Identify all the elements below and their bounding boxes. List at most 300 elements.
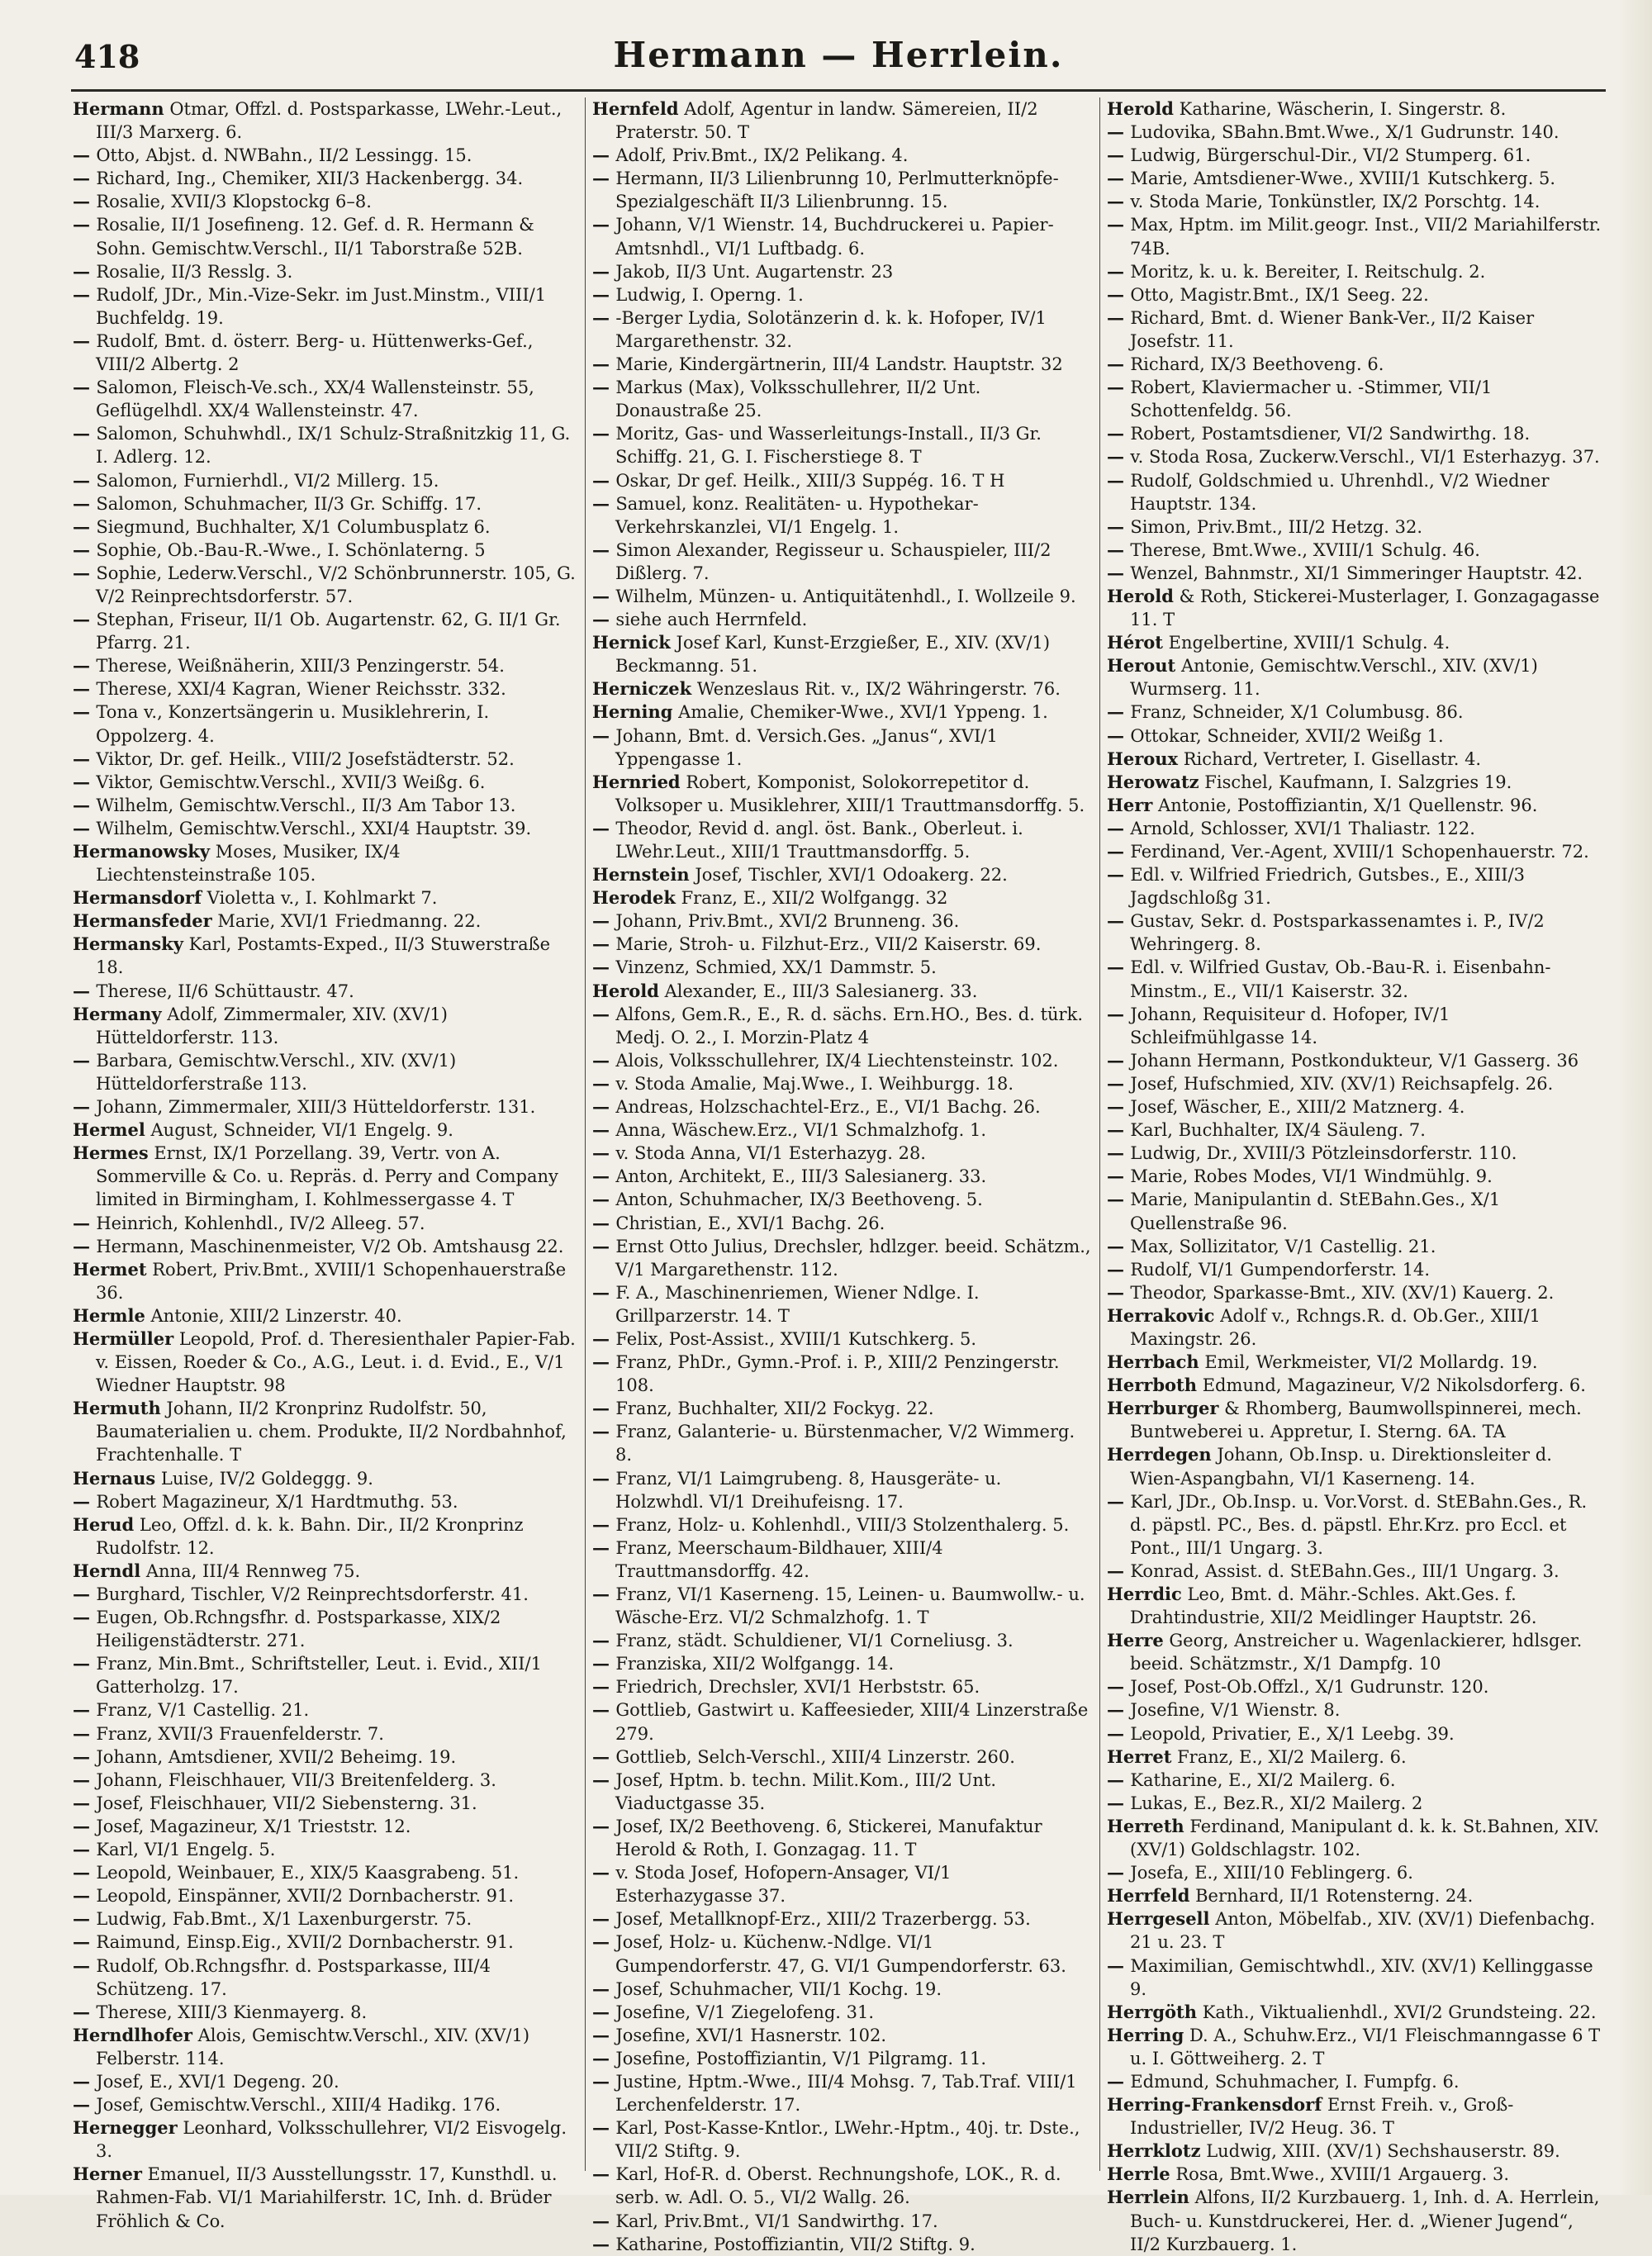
continuation-dash: — bbox=[73, 2070, 97, 2092]
entry-text: Franz, V/1 Castellig. 21. bbox=[96, 1700, 310, 1721]
entry-text: Hermann, II/3 Lilienbrunng 10, Perlmutterknöpfe-Spezialgeschäft II/3 Lilienbrunng. 15. bbox=[615, 169, 1059, 212]
directory-entry bbox=[1107, 1258, 1607, 1281]
directory-entry bbox=[73, 701, 578, 747]
entry-text: Josef, Wäscher, E., XIII/2 Matznerg. 4. bbox=[1130, 1097, 1465, 1118]
continuation-dash: — bbox=[592, 306, 616, 328]
directory-entry bbox=[592, 701, 1093, 724]
entry-text: Josefine, XVI/1 Hasnerstr. 102. bbox=[615, 2025, 887, 2045]
directory-entry bbox=[592, 97, 1093, 144]
directory-entry bbox=[73, 2116, 578, 2163]
entry-text: Fischel, Kaufmann, I. Salzgries 19. bbox=[1204, 772, 1512, 792]
surname: Herre bbox=[1107, 1630, 1164, 1651]
directory-entry bbox=[592, 1467, 1093, 1513]
continuation-dash: — bbox=[1107, 1792, 1131, 1813]
surname: Hermüller bbox=[73, 1327, 174, 1349]
continuation-dash: — bbox=[1107, 1954, 1131, 1976]
surname: Hermansfeder bbox=[73, 910, 212, 932]
page-header bbox=[74, 35, 1602, 88]
directory-entry bbox=[1107, 2024, 1607, 2070]
directory-entry bbox=[73, 677, 578, 701]
continuation-dash: — bbox=[73, 748, 97, 769]
continuation-dash: — bbox=[592, 1676, 616, 1698]
directory-entry bbox=[592, 1769, 1093, 1815]
entry-text: Marie, Amtsdiener-Wwe., XVIII/1 Kutschkerg. 5. bbox=[1130, 169, 1556, 189]
entry-text: Max, Sollizitator, V/1 Castellig. 21. bbox=[1130, 1236, 1436, 1256]
entry-text: Wilhelm, Münzen- u. Antiquitätenhdl., I. Wollzeile 9. bbox=[615, 586, 1076, 606]
entry-text: Simon Alexander, Regisseur u. Schauspieler, III/2 Dißlerg. 7. bbox=[615, 539, 1051, 583]
directory-entry bbox=[592, 1327, 1093, 1351]
surname: Herrdegen bbox=[1107, 1444, 1212, 1465]
entry-text: Friedrich, Drechsler, XVI/1 Herbststr. 65. bbox=[615, 1677, 980, 1698]
continuation-dash: — bbox=[1107, 1676, 1131, 1698]
directory-entry bbox=[592, 2024, 1093, 2047]
continuation-dash: — bbox=[592, 2047, 616, 2068]
directory-entry bbox=[73, 213, 578, 259]
continuation-dash: — bbox=[1107, 1072, 1131, 1094]
continuation-dash: — bbox=[1107, 515, 1131, 537]
entry-text: Ferdinand, Ver.-Agent, XVIII/1 Schopenhauerstr. 72. bbox=[1130, 842, 1589, 862]
directory-entry bbox=[592, 933, 1093, 956]
directory-entry bbox=[73, 283, 578, 330]
entry-text: Katharine, Wäscherin, I. Singerstr. 8. bbox=[1179, 99, 1507, 119]
continuation-dash: — bbox=[1107, 910, 1131, 932]
entry-text: Vinzenz, Schmied, XX/1 Dammstr. 5. bbox=[615, 957, 937, 978]
directory-entry bbox=[1107, 1954, 1607, 2001]
directory-entry bbox=[1107, 1675, 1607, 1698]
directory-entry bbox=[1107, 2163, 1607, 2186]
continuation-dash: — bbox=[1107, 1189, 1131, 1210]
continuation-dash: — bbox=[592, 2233, 616, 2254]
directory-entry bbox=[1107, 515, 1607, 539]
continuation-dash: — bbox=[1107, 864, 1131, 886]
entry-text: Adolf v., Rchngs.R. d. Ob.Ger., XIII/1 Maxingstr. 26. bbox=[1130, 1305, 1541, 1349]
continuation-dash: — bbox=[592, 1421, 616, 1442]
continuation-dash: — bbox=[73, 1745, 97, 1767]
surname: Herrgesell bbox=[1107, 1908, 1210, 1930]
directory-entry bbox=[592, 213, 1093, 259]
directory-entry bbox=[1107, 1722, 1607, 1745]
directory-entry bbox=[73, 886, 578, 910]
continuation-dash: — bbox=[73, 191, 97, 212]
entry-text: Johann, Zimmermaler, XIII/3 Hütteldorferstr. 131. bbox=[96, 1097, 536, 1118]
surname: Hernstein bbox=[592, 864, 690, 886]
entry-text: Robert, Postamtsdiener, VI/2 Sandwirthg. 18. bbox=[1130, 424, 1531, 444]
directory-entry bbox=[592, 353, 1093, 376]
directory-entry bbox=[1107, 190, 1607, 213]
entry-text: Karl, Hof-R. d. Oberst. Rechnungshofe, LOK., R. d. serb. w. Adl. O. 5., VI/2 Wallg. 26. bbox=[615, 2164, 1061, 2208]
entry-text: Josefine, Postoffiziantin, V/1 Pilgramg. 11. bbox=[615, 2048, 987, 2068]
entry-text: Barbara, Gemischtw.Verschl., XIV. (XV/1) Hütteldorferstraße 113. bbox=[96, 1050, 457, 1094]
entry-text: Antonie, XIII/2 Linzerstr. 40. bbox=[150, 1305, 402, 1326]
continuation-dash: — bbox=[1107, 354, 1131, 375]
page-number: 418 bbox=[74, 38, 140, 75]
entry-text: Lukas, E., Bez.R., XI/2 Mailerg. 2 bbox=[1130, 1793, 1423, 1813]
entry-text: Markus (Max), Volksschullehrer, II/2 Unt. Donaustraße 25. bbox=[615, 378, 981, 421]
entry-text: Viktor, Gemischtw.Verschl., XVII/3 Weißg. 6. bbox=[96, 772, 486, 792]
entry-text: Samuel, konz. Realitäten- u. Hypothekar-Verkehrskanzlei, VI/1 Engelg. 1. bbox=[615, 493, 979, 537]
continuation-dash: — bbox=[1107, 539, 1131, 560]
surname: Herring bbox=[1107, 2024, 1184, 2045]
entry-text: Ludwig, Bürgerschul-Dir., VI/2 Stumperg. 61. bbox=[1130, 145, 1531, 166]
directory-entry bbox=[73, 1049, 578, 1095]
directory-entry bbox=[73, 1304, 578, 1327]
directory-entry bbox=[73, 1769, 578, 1792]
entry-text: Sophie, Lederw.Verschl., V/2 Schönbrunnerstr. 105, G. V/2 Reinprechtsdorferstr. 57. bbox=[96, 563, 576, 606]
entry-text: Wilhelm, Gemischtw.Verschl., XXI/4 Hauptstr. 39. bbox=[96, 818, 532, 838]
continuation-dash: — bbox=[73, 817, 97, 838]
entry-text: Franz, VI/1 Laimgrubeng. 8, Hausgeräte- u. Holzwhdl. VI/1 Dreihufeisng. 17. bbox=[615, 1468, 1002, 1512]
continuation-dash: — bbox=[592, 609, 616, 630]
entry-text: Franz, E., XII/2 Wolfgangg. 32 bbox=[681, 888, 948, 909]
entry-text: Therese, XIII/3 Kienmayerg. 8. bbox=[96, 2002, 368, 2022]
directory-entry bbox=[73, 794, 578, 817]
directory-entry bbox=[73, 167, 578, 190]
directory-entry bbox=[1107, 654, 1607, 701]
directory-entry bbox=[1107, 956, 1607, 1002]
continuation-dash: — bbox=[592, 1745, 616, 1767]
directory-entry bbox=[592, 306, 1093, 353]
directory-entry bbox=[592, 817, 1093, 863]
entry-text: Anna, III/4 Rennweg 75. bbox=[145, 1560, 361, 1581]
directory-columns bbox=[71, 97, 1614, 2254]
entry-text: Josefa, E., XIII/10 Feblingerg. 6. bbox=[1130, 1863, 1413, 1883]
continuation-dash: — bbox=[1107, 1699, 1131, 1721]
entry-text: Richard, IX/3 Beethoveng. 6. bbox=[1130, 354, 1384, 375]
continuation-dash: — bbox=[1107, 701, 1131, 723]
directory-entry bbox=[592, 1861, 1093, 1907]
entry-text: Otto, Magistr.Bmt., IX/1 Seeg. 22. bbox=[1130, 284, 1429, 305]
entry-text: Kath., Viktualienhdl., XVI/2 Grundsteing. 22. bbox=[1202, 2002, 1597, 2022]
continuation-dash: — bbox=[1107, 191, 1131, 212]
directory-entry bbox=[73, 2001, 578, 2024]
entry-text: Marie, Robes Modes, VI/1 Windmühlg. 9. bbox=[1130, 1166, 1493, 1187]
continuation-dash: — bbox=[73, 469, 97, 491]
entry-text: Simon, Priv.Bmt., III/2 Hetzg. 32. bbox=[1130, 516, 1423, 537]
directory-entry bbox=[73, 1745, 578, 1769]
directory-entry bbox=[1107, 1374, 1607, 1397]
directory-entry bbox=[1107, 1815, 1607, 1861]
continuation-dash: — bbox=[592, 283, 616, 305]
column-2 bbox=[586, 97, 1099, 2254]
entry-text: Otto, Abjst. d. NWBahn., II/2 Lessingg. 15. bbox=[96, 145, 472, 166]
directory-entry bbox=[1107, 1281, 1607, 1304]
directory-entry bbox=[73, 771, 578, 794]
directory-entry bbox=[73, 1792, 578, 1815]
entry-text: Johann Hermann, Postkondukteur, V/1 Gasserg. 36 bbox=[1130, 1050, 1579, 1071]
entry-text: Karl, Buchhalter, IX/4 Säuleng. 7. bbox=[1130, 1120, 1426, 1141]
continuation-dash: — bbox=[592, 957, 616, 978]
directory-entry bbox=[73, 980, 578, 1003]
entry-text: Franz, XVII/3 Frauenfelderstr. 7. bbox=[96, 1723, 384, 1744]
directory-entry bbox=[73, 1698, 578, 1722]
directory-entry bbox=[1107, 1583, 1607, 1629]
directory-entry bbox=[73, 1258, 578, 1304]
continuation-dash: — bbox=[73, 1049, 97, 1071]
directory-entry bbox=[1107, 701, 1607, 724]
directory-entry bbox=[73, 910, 578, 933]
continuation-dash: — bbox=[592, 1398, 616, 1419]
directory-entry bbox=[1107, 771, 1607, 794]
entry-text: Engelbertine, XVIII/1 Schulg. 4. bbox=[1168, 633, 1450, 653]
continuation-dash: — bbox=[73, 2094, 97, 2116]
entry-text: Theodor, Revid d. angl. öst. Bank., Oberleut. i. LWehr.Leut., XIII/1 Trauttmansdorffg. 5. bbox=[615, 818, 1023, 862]
continuation-dash: — bbox=[592, 1584, 616, 1604]
surname: Herud bbox=[73, 1513, 135, 1535]
surname: Herrklotz bbox=[1107, 2140, 1201, 2162]
entry-text: Sophie, Ob.-Bau-R.-Wwe., I. Schönlaterng. 5 bbox=[96, 539, 486, 560]
directory-entry bbox=[592, 1095, 1093, 1119]
entry-text: Josef Karl, Kunst-Erzgießer, E., XIV. (XV/1) Beckmanng. 51. bbox=[615, 633, 1051, 677]
entry-text: Edmund, Schuhmacher, I. Fumpfg. 6. bbox=[1130, 2071, 1460, 2092]
entry-text: Rudolf, Goldschmied u. Uhrenhdl., V/2 Wiedner Hauptstr. 134. bbox=[1130, 470, 1550, 514]
surname: Herrfeld bbox=[1107, 1885, 1190, 1907]
entry-text: Josef, Magazineur, X/1 Trieststr. 12. bbox=[96, 1816, 411, 1836]
continuation-dash: — bbox=[1107, 957, 1131, 978]
entry-text: Marie, Manipulantin d. StEBahn.Ges., X/1 Quellenstraße 96. bbox=[1130, 1190, 1501, 1233]
continuation-dash: — bbox=[73, 701, 97, 723]
entry-text: Katharine, E., XI/2 Mailerg. 6. bbox=[1130, 1769, 1396, 1790]
entry-text: Rosalie, II/1 Josefineng. 12. Gef. d. R. Hermann & Sohn. Gemischtw.Verschl., II/1 Taborstraße 52B. bbox=[96, 215, 534, 259]
entry-text: Antonie, Postoffiziantin, X/1 Quellenstr. 96. bbox=[1158, 795, 1538, 815]
entry-text: Josef, E., XVI/1 Degeng. 20. bbox=[96, 2071, 339, 2092]
entry-text: Theodor, Sparkasse-Bmt., XIV. (XV/1) Kauerg. 2. bbox=[1130, 1282, 1555, 1303]
directory-entry bbox=[592, 1351, 1093, 1397]
entry-text: Maximilian, Gemischtwhdl., XIV. (XV/1) Kellinggasse 9. bbox=[1130, 1955, 1593, 1999]
entry-text: Ludovika, SBahn.Bmt.Wwe., X/1 Gudrunstr. 140. bbox=[1130, 122, 1559, 143]
entry-text: Franz, Min.Bmt., Schriftsteller, Leut. i. Evid., XII/1 Gatterholzg. 17. bbox=[96, 1654, 542, 1698]
directory-entry bbox=[73, 1815, 578, 1838]
directory-entry bbox=[592, 539, 1093, 585]
continuation-dash: — bbox=[73, 771, 97, 792]
directory-entry bbox=[592, 980, 1093, 1003]
entry-text: Ludwig, Fab.Bmt., X/1 Laxenburgerstr. 75. bbox=[96, 1909, 472, 1930]
entry-text: Salomon, Fleisch-Ve.sch., XX/4 Wallensteinstr. 55, Geflügelhdl. XX/4 Wallensteinstr. 47. bbox=[96, 378, 534, 421]
continuation-dash: — bbox=[1107, 446, 1131, 468]
continuation-dash: — bbox=[1107, 562, 1131, 583]
directory-entry bbox=[1107, 2093, 1607, 2140]
running-head: Hermann — Herrlein. bbox=[613, 35, 1064, 75]
directory-entry bbox=[1107, 144, 1607, 167]
directory-entry bbox=[1107, 1049, 1607, 1072]
entry-text: Ludwig, Dr., XVIII/3 Pötzleinsdorferstr. 110. bbox=[1130, 1143, 1517, 1164]
continuation-dash: — bbox=[73, 145, 97, 166]
continuation-dash: — bbox=[73, 980, 97, 1001]
directory-entry bbox=[592, 1281, 1093, 1327]
directory-entry bbox=[73, 1861, 578, 1884]
directory-entry bbox=[592, 1907, 1093, 1931]
surname: Herrbach bbox=[1107, 1351, 1199, 1373]
surname: Herrle bbox=[1107, 2163, 1170, 2185]
surname: Hernried bbox=[592, 771, 681, 792]
surname: Hermle bbox=[73, 1304, 145, 1326]
continuation-dash: — bbox=[592, 1769, 616, 1790]
entry-text: Ferdinand, Manipulant d. k. k. St.Bahnen, XIV. (XV/1) Goldschlagstr. 102. bbox=[1130, 1816, 1600, 1860]
entry-text: Richard, Ing., Chemiker, XII/3 Hackenbergg. 34. bbox=[96, 169, 524, 189]
entry-text: Alois, Volksschullehrer, IX/4 Liechtensteinstr. 102. bbox=[615, 1050, 1059, 1071]
directory-entry bbox=[1107, 863, 1607, 910]
surname: Herrdic bbox=[1107, 1584, 1182, 1604]
surname: Herniczek bbox=[592, 678, 692, 700]
entry-text: Siegmund, Buchhalter, X/1 Columbusplatz 6. bbox=[96, 516, 491, 537]
entry-text: v. Stoda Rosa, Zuckerw.Verschl., VI/1 Esterhazyg. 37. bbox=[1130, 447, 1600, 468]
directory-entry bbox=[592, 724, 1093, 771]
entry-text: Franz, E., XI/2 Mailerg. 6. bbox=[1177, 1746, 1407, 1767]
directory-entry bbox=[1107, 2140, 1607, 2163]
directory-entry bbox=[1107, 306, 1607, 353]
surname: Herowatz bbox=[1107, 771, 1199, 792]
entry-text: Alois, Gemischtw.Verschl., XIV. (XV/1) Felberstr. 114. bbox=[96, 2025, 530, 2068]
entry-text: Ernst Freih. v., Groß-Industrieller, IV/2 Heug. 36. T bbox=[1130, 2095, 1514, 2139]
continuation-dash: — bbox=[592, 1978, 616, 1999]
entry-text: Karl, Priv.Bmt., VI/1 Sandwirthg. 17. bbox=[615, 2211, 938, 2231]
continuation-dash: — bbox=[592, 910, 616, 932]
directory-entry bbox=[592, 2210, 1093, 2233]
continuation-dash: — bbox=[592, 1862, 616, 1883]
entry-text: Robert Magazineur, X/1 Hardtmuthg. 53. bbox=[96, 1491, 458, 1512]
entry-text: Katharine, Postoffiziantin, VII/2 Stiftg. 9. bbox=[615, 2234, 976, 2254]
directory-entry bbox=[592, 492, 1093, 539]
directory-entry bbox=[1107, 910, 1607, 956]
continuation-dash: — bbox=[73, 1212, 97, 1233]
entry-text: & Roth, Stickerei-Musterlager, I. Gonzagagasse 11. T bbox=[1130, 586, 1600, 630]
continuation-dash: — bbox=[73, 794, 97, 815]
continuation-dash: — bbox=[1107, 214, 1131, 235]
directory-entry bbox=[592, 376, 1093, 422]
directory-entry bbox=[73, 515, 578, 539]
directory-entry bbox=[592, 956, 1093, 979]
entry-text: Anna, Wäschew.Erz., VI/1 Schmalzhofg. 1. bbox=[615, 1120, 987, 1141]
entry-text: Edmund, Magazineur, V/2 Nikolsdorferg. 6. bbox=[1202, 1375, 1586, 1396]
directory-entry bbox=[592, 2001, 1093, 2024]
continuation-dash: — bbox=[1107, 1049, 1131, 1071]
continuation-dash: — bbox=[592, 1513, 616, 1535]
entry-text: Leonhard, Volksschullehrer, VI/2 Eisvogelg. 3. bbox=[96, 2118, 567, 2162]
continuation-dash: — bbox=[73, 1908, 97, 1930]
continuation-dash: — bbox=[73, 1862, 97, 1883]
directory-entry bbox=[73, 1884, 578, 1907]
entry-text: Emanuel, II/3 Ausstellungsstr. 17, Kunsthdl. u. Rahmen-Fab. VI/1 Mariahilferstr. 1C, Inh. d. Brüder Fröhlich & Co. bbox=[96, 2164, 558, 2231]
directory-entry bbox=[1107, 167, 1607, 190]
surname: Heroux bbox=[1107, 748, 1179, 769]
directory-entry bbox=[592, 1072, 1093, 1095]
directory-entry bbox=[73, 422, 578, 468]
continuation-dash: — bbox=[73, 1954, 97, 1976]
entry-text: Stephan, Friseur, II/1 Ob. Augartenstr. 62, G. II/1 Gr. Pfarrg. 21. bbox=[96, 610, 561, 653]
continuation-dash: — bbox=[1107, 1560, 1131, 1581]
directory-entry bbox=[73, 1838, 578, 1861]
entry-text: -Berger Lydia, Solotänzerin d. k. k. Hofoper, IV/1 Margarethenstr. 32. bbox=[615, 307, 1047, 351]
directory-entry bbox=[1107, 1119, 1607, 1142]
continuation-dash: — bbox=[1107, 2070, 1131, 2092]
entry-text: Franz, Schneider, X/1 Columbusg. 86. bbox=[1130, 702, 1464, 723]
entry-text: Johann, Ob.Insp. u. Direktionsleiter d. Wien-Aspangbahn, VI/1 Kaserneng. 14. bbox=[1130, 1445, 1552, 1489]
directory-entry bbox=[73, 933, 578, 979]
continuation-dash: — bbox=[592, 2024, 616, 2045]
directory-entry bbox=[1107, 1884, 1607, 1907]
directory-entry bbox=[592, 1397, 1093, 1420]
continuation-dash: — bbox=[1107, 469, 1131, 491]
surname: Herning bbox=[592, 701, 673, 723]
entry-text: Rosalie, XVII/3 Klopstockg 6–8. bbox=[96, 192, 372, 212]
directory-entry bbox=[1107, 794, 1607, 817]
directory-entry bbox=[592, 771, 1093, 817]
continuation-dash: — bbox=[592, 260, 616, 282]
continuation-dash: — bbox=[592, 1003, 616, 1024]
continuation-dash: — bbox=[73, 1839, 97, 1860]
continuation-dash: — bbox=[592, 1699, 616, 1721]
continuation-dash: — bbox=[73, 1584, 97, 1604]
directory-entry bbox=[1107, 353, 1607, 376]
directory-entry bbox=[73, 97, 578, 144]
surname: Herrakovic bbox=[1107, 1304, 1215, 1326]
directory-entry bbox=[1107, 585, 1607, 631]
directory-entry bbox=[73, 2093, 578, 2116]
surname: Hermanowsky bbox=[73, 841, 211, 862]
directory-entry bbox=[1107, 1745, 1607, 1769]
directory-entry bbox=[73, 817, 578, 840]
directory-entry bbox=[1107, 1304, 1607, 1351]
continuation-dash: — bbox=[73, 1653, 97, 1674]
entry-text: Salomon, Schuhwhdl., IX/1 Schulz-Straßnitzkig 11, G. I. Adlerg. 12. bbox=[96, 424, 571, 468]
continuation-dash: — bbox=[592, 1815, 616, 1836]
entry-text: Josef, Gemischtw.Verschl., XIII/4 Hadikg. 176. bbox=[96, 2095, 501, 2116]
entry-text: Adolf, Agentur in landw. Sämereien, II/2 Praterstr. 50. T bbox=[615, 99, 1038, 143]
directory-entry bbox=[592, 910, 1093, 933]
entry-text: Andreas, Holzschachtel-Erz., E., VI/1 Bachg. 26. bbox=[615, 1097, 1041, 1118]
directory-entry bbox=[1107, 1629, 1607, 1675]
directory-entry bbox=[73, 1095, 578, 1119]
entry-text: Therese, II/6 Schüttaustr. 47. bbox=[96, 981, 354, 1001]
entry-text: Marie, Kindergärtnerin, III/4 Landstr. Hauptstr. 32 bbox=[615, 354, 1063, 375]
directory-entry bbox=[1107, 2186, 1607, 2255]
directory-entry bbox=[592, 1165, 1093, 1188]
entry-text: Franz, Galanterie- u. Bürstenmacher, V/2 Wimmerg. 8. bbox=[615, 1422, 1075, 1465]
surname: Herold bbox=[1107, 98, 1174, 119]
continuation-dash: — bbox=[1107, 283, 1131, 305]
entry-text: Robert, Komponist, Solokorrepetitor d. Volksoper u. Musiklehrer, XIII/1 Trauttmansdorffg. 5. bbox=[615, 772, 1085, 815]
entry-text: Anton, Schuhmacher, IX/3 Beethoveng. 5. bbox=[615, 1190, 983, 1210]
continuation-dash: — bbox=[73, 1699, 97, 1721]
continuation-dash: — bbox=[1107, 121, 1131, 143]
entry-text: Leopold, Einspänner, XVII/2 Dornbacherstr. 91. bbox=[96, 1886, 515, 1907]
continuation-dash: — bbox=[1107, 1281, 1131, 1303]
continuation-dash: — bbox=[592, 817, 616, 838]
directory-entry bbox=[73, 1212, 578, 1235]
continuation-dash: — bbox=[73, 1931, 97, 1953]
directory-entry bbox=[592, 886, 1093, 910]
entry-text: Robert, Klaviermacher u. -Stimmer, VII/1 Schottenfeldg. 56. bbox=[1130, 378, 1493, 421]
continuation-dash: — bbox=[1107, 306, 1131, 328]
surname: Herold bbox=[1107, 585, 1174, 606]
continuation-dash: — bbox=[592, 2117, 616, 2139]
entry-text: v. Stoda Amalie, Maj.Wwe., I. Weihburgg. 18. bbox=[615, 1073, 1014, 1094]
entry-text: F. A., Maschinenriemen, Wiener Ndlge. I. Grillparzerstr. 14. T bbox=[615, 1282, 980, 1326]
directory-entry bbox=[1107, 1351, 1607, 1374]
directory-entry bbox=[73, 2024, 578, 2070]
surname: Hernick bbox=[592, 632, 671, 653]
directory-entry bbox=[1107, 1907, 1607, 1954]
entry-text: Adolf, Zimmermaler, XIV. (XV/1) Hütteldorferstr. 113. bbox=[96, 1004, 448, 1047]
directory-entry bbox=[1107, 562, 1607, 585]
directory-entry bbox=[73, 654, 578, 677]
directory-entry bbox=[1107, 469, 1607, 515]
continuation-dash: — bbox=[592, 492, 616, 514]
entry-text: Edl. v. Wilfried Gustav, Ob.-Bau-R. i. Eisenbahn-Minstm., E., VII/1 Kaiserstr. 32. bbox=[1130, 957, 1551, 1001]
directory-entry bbox=[73, 469, 578, 492]
continuation-dash: — bbox=[1107, 724, 1131, 746]
directory-entry bbox=[1107, 213, 1607, 259]
continuation-dash: — bbox=[1107, 377, 1131, 398]
